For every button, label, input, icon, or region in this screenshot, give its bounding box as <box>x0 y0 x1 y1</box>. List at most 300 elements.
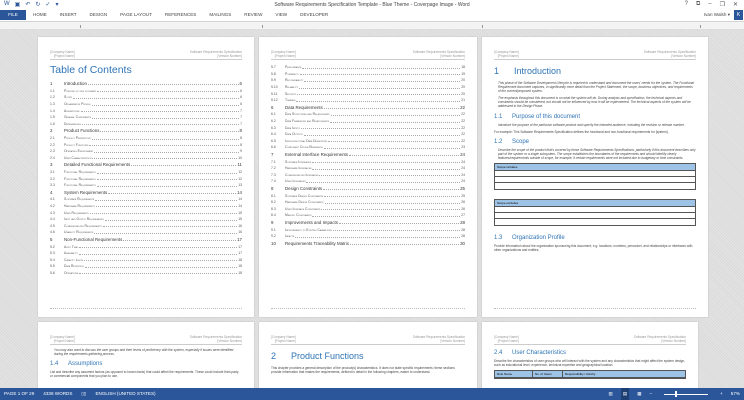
toc-title: Performance <box>285 65 302 70</box>
page-6 <box>482 322 698 388</box>
toc-number: 1.3 <box>50 102 55 107</box>
toc-leader <box>299 88 460 89</box>
toc-page-number: 24 <box>460 152 465 158</box>
toc-number: 8.3 <box>271 206 276 211</box>
redo-icon[interactable]: ↻ <box>35 2 41 8</box>
scope-includes-table <box>494 163 696 190</box>
toc-number: 7.3 <box>271 172 276 177</box>
toc-entry[interactable] <box>271 185 465 193</box>
heading-number: 1.2 <box>494 138 503 145</box>
company-name: [Company Name] <box>50 50 75 54</box>
toc-page-number: 18 <box>461 65 465 70</box>
toc-page-number: 17 <box>238 251 242 256</box>
toc-number: 2.4 <box>50 155 55 160</box>
toc-entry[interactable] <box>271 90 465 97</box>
toc-number: 4.6 <box>50 230 55 235</box>
table-header: Scope excludes <box>495 200 695 207</box>
toc-entry[interactable] <box>271 111 465 118</box>
toc-leader <box>92 158 237 159</box>
toc-page-number: 26 <box>461 206 465 211</box>
toc-entry[interactable] <box>271 84 465 91</box>
toc-page-number: 20 <box>461 85 465 90</box>
toc-page-number: 24 <box>461 179 465 184</box>
toc-number: 5.7 <box>271 65 276 70</box>
heading-text: Purpose of this document <box>512 113 581 120</box>
toc-title: Detailed Functional Requirements <box>64 162 131 168</box>
toc-leader <box>350 244 459 245</box>
company-name: [Company Name] <box>494 335 519 339</box>
tab-review[interactable]: REVIEW <box>244 12 263 17</box>
toc-page-number: 28 <box>460 219 465 225</box>
toc-leader <box>349 155 459 156</box>
file-tab[interactable]: FILE <box>0 10 26 20</box>
toc-entry[interactable] <box>50 107 242 114</box>
toc-title: Functional Requirements <box>64 170 96 175</box>
toc-number: 5.10 <box>271 85 278 90</box>
toc-leader <box>304 81 460 82</box>
toc-entry[interactable] <box>271 165 465 172</box>
toc-title: Capacity Limits <box>64 257 84 262</box>
toc-entry[interactable] <box>50 270 242 277</box>
toc-title: User Requirements <box>64 210 89 215</box>
toc-entry[interactable] <box>50 182 242 189</box>
heading-purpose <box>494 114 696 120</box>
document-area[interactable] <box>0 30 744 388</box>
toc-page-number: 7 <box>240 115 242 120</box>
toc-entry[interactable] <box>50 243 242 250</box>
toc-entry[interactable] <box>50 114 242 121</box>
paragraph: This phase of the Software Development Lifecycle is required to understand and document the users' needs for the system. The Functional Requirement document captures, in significantly more detail than the Project Statement, the scope, business objectives, and requirements of the current/proposed system. <box>498 81 695 94</box>
toc-entry[interactable] <box>50 88 242 95</box>
proofing-icon[interactable]: ▯▯ <box>81 391 87 396</box>
toc-number: 1.5 <box>50 115 55 120</box>
toc-entry[interactable] <box>50 256 242 263</box>
toc-entry[interactable] <box>271 71 465 78</box>
toc-leader <box>100 131 238 132</box>
toc-number: 1.2 <box>50 95 55 100</box>
zoom-level[interactable]: 57% <box>730 391 740 396</box>
toc-number: 4 <box>50 189 53 195</box>
toc-page-number: 14 <box>237 189 242 195</box>
toc-page-number: 11 <box>237 162 242 168</box>
table-of-contents-continued <box>271 64 465 247</box>
toc-entry[interactable] <box>271 192 465 199</box>
toc-page-number: 18 <box>238 270 242 275</box>
toc-number: 2.3 <box>50 149 55 154</box>
paragraph: List and describe any assumed factors (as opposed to known facts) that could affect the requirements. These could include third-party or commercial components that you plan to use, <box>50 370 239 379</box>
toc-leader <box>103 226 238 227</box>
heading-text: Introduction <box>514 66 562 76</box>
toc-leader <box>323 189 459 190</box>
toc-leader <box>81 108 242 113</box>
user-menu-caret-icon[interactable]: ▾ <box>727 12 730 17</box>
toc-leader <box>324 108 459 109</box>
toc-leader <box>73 98 239 99</box>
toc-number: 5.12 <box>271 98 278 103</box>
column-header: No. of Users <box>535 371 563 377</box>
toc-number: 4.1 <box>50 197 55 202</box>
toc-entry[interactable] <box>50 169 242 176</box>
toc-title: User Interfaces <box>285 179 306 184</box>
window-title: Software Requirements Specification Template - Blue Theme - Coverpage Image - Word <box>274 2 470 8</box>
document-name: Software Requirements Specification <box>412 50 465 54</box>
toc-leader <box>79 247 237 248</box>
toc-title: Product Functions <box>64 128 100 134</box>
toc-number: 5.6 <box>50 270 55 275</box>
toc-title: Recoverability <box>285 78 304 83</box>
toc-entry[interactable] <box>271 219 465 227</box>
toc-page-number: 18 <box>238 257 242 262</box>
toc-entry[interactable] <box>50 141 242 148</box>
toc-title: Memory Constraints <box>285 213 312 218</box>
toc-number: 6.4 <box>271 132 276 137</box>
toc-title: Functional Requirements <box>64 176 96 181</box>
toc-entry[interactable] <box>50 94 242 101</box>
page-footer <box>50 308 242 310</box>
toc-leader <box>97 91 239 92</box>
toc-page-number: 17 <box>237 236 242 242</box>
toc-entry[interactable] <box>50 222 242 229</box>
toc-entry[interactable] <box>50 229 242 236</box>
toc-leader <box>94 233 237 234</box>
company-name: [Company Name] <box>271 335 296 339</box>
toc-leader <box>123 240 236 241</box>
toc-entry[interactable] <box>271 158 465 165</box>
toc-leader <box>312 162 460 163</box>
toc-number: 8.4 <box>271 213 276 218</box>
toc-entry[interactable] <box>50 216 242 223</box>
toc-title: Purpose of this document <box>64 88 97 93</box>
tab-design[interactable]: DESIGN <box>89 12 108 17</box>
ribbon-tabs <box>0 10 744 22</box>
toc-page-number: 14 <box>238 203 242 208</box>
toc-entry[interactable] <box>50 80 242 88</box>
toc-title: Data Outputs <box>285 132 303 137</box>
page-footer <box>494 308 696 310</box>
toc-leader <box>321 209 460 210</box>
toc-leader <box>79 273 237 274</box>
toc-page-number: 24 <box>461 166 465 171</box>
toc-title: Training <box>285 98 296 103</box>
toc-page-number: 8 <box>239 128 242 134</box>
toc-leader <box>84 260 237 261</box>
user-characteristics-table <box>494 370 686 379</box>
toc-number: 5 <box>50 236 53 242</box>
ribbon-display-options-button[interactable]: ⧉ <box>695 1 701 7</box>
heading-number: 2 <box>271 351 277 361</box>
tab-home[interactable]: HOME <box>33 12 47 17</box>
heading-product-functions <box>271 351 465 361</box>
heading-text: Scope <box>512 138 530 145</box>
toc-page-number: 24 <box>461 159 465 164</box>
toc-page-number: 22 <box>461 132 465 137</box>
toc-page-number: 16 <box>238 230 242 235</box>
minimize-button[interactable]: – <box>708 1 712 7</box>
toc-title: User Characteristics <box>64 155 92 160</box>
read-mode-icon[interactable]: ▥ <box>608 391 613 396</box>
toc-title: Availability <box>64 251 78 256</box>
toc-entry[interactable] <box>50 250 242 257</box>
toc-number: 1 <box>50 81 53 87</box>
toc-title: Table of Contents <box>50 64 132 76</box>
toc-title: Dependencies <box>64 121 81 126</box>
toc-leader <box>97 186 238 187</box>
toc-entry[interactable] <box>50 175 242 182</box>
paragraph: For example: This Software Requirements Specification defines the functional and non-functional requirements for [system]. <box>494 129 669 134</box>
word-logo-icon: W <box>4 1 10 7</box>
heading-introduction <box>494 66 696 76</box>
toc-page-number: 8 <box>240 142 242 147</box>
version-number: [Version Number] <box>440 339 465 343</box>
toc-page-number: 22 <box>461 119 465 124</box>
toc-entry[interactable] <box>271 239 465 247</box>
toc-page-number: 15 <box>238 210 242 215</box>
help-button[interactable]: ? <box>684 1 688 7</box>
toc-page-number: 16 <box>238 223 242 228</box>
tab-view[interactable]: VIEW <box>275 12 288 17</box>
toc-title: Hardware Requirements <box>64 203 95 208</box>
toc-page-number: 22 <box>461 125 465 130</box>
paragraph: You may also want to discuss the user groups and their levels of proficiency with the system, especially if issues were identified during the requirements gathering process. <box>54 348 234 357</box>
project-name: [Project Name] <box>53 54 75 58</box>
toc-page-number: 6 <box>239 81 242 87</box>
maximize-button[interactable]: ❐ <box>719 2 725 8</box>
page-footer <box>271 308 465 310</box>
toc-entry[interactable] <box>50 203 242 210</box>
toc-page-number: 21 <box>461 98 465 103</box>
toc-title: Inter-functional Data Definitions <box>285 138 327 143</box>
toc-entry[interactable] <box>271 212 465 219</box>
company-name: [Company Name] <box>494 50 519 54</box>
toc-page-number: 24 <box>461 172 465 177</box>
avatar[interactable]: K <box>734 10 743 20</box>
toc-entry[interactable] <box>271 233 465 240</box>
document-name: Software Requirements Specification <box>412 335 465 339</box>
toc-number: 5.11 <box>271 91 278 96</box>
toc-page-number: 7 <box>240 121 242 126</box>
toc-number: 1.4 <box>50 108 55 113</box>
toc-leader <box>301 128 461 129</box>
toc-entry[interactable] <box>271 64 465 71</box>
toc-entry[interactable] <box>50 189 242 197</box>
toc-leader <box>105 220 237 221</box>
toc-number: 2 <box>50 128 53 134</box>
heading-organization-profile <box>494 235 696 241</box>
tab-developer[interactable]: DEVELOPER <box>300 12 329 17</box>
toc-number: 5.5 <box>50 264 55 269</box>
toc-entry[interactable] <box>271 144 465 151</box>
toc-title: Design Constraints <box>285 185 323 191</box>
toc-page-number: 28 <box>461 227 465 232</box>
toc-title: Product Functions <box>64 142 89 147</box>
toc-page-number: 20 <box>461 78 465 83</box>
company-name: [Company Name] <box>271 50 296 54</box>
toc-page-number: 26 <box>461 200 465 205</box>
toc-entry[interactable] <box>271 138 465 145</box>
paragraph: Describe the scope of the product that's covered by these Software Requirements Specifications, particularly if this document describes only part of the system or a single subsystem. The scope establishes the boundaries of the requirements and should identify clearly features/requirements outside of scope, for example, if certain requirements were not included due to budgetary or time constraints. <box>498 147 696 160</box>
page-header <box>50 50 242 60</box>
toc-entry[interactable] <box>50 155 242 162</box>
toc-page-number: 22 <box>461 138 465 143</box>
tab-insert[interactable]: INSERT <box>59 12 77 17</box>
toc-entry[interactable] <box>271 131 465 138</box>
ruler <box>0 22 744 30</box>
toc-leader <box>331 115 461 116</box>
toc-page-number: 25 <box>460 185 465 191</box>
toc-number: 7.2 <box>271 166 276 171</box>
column-header: Role Name <box>497 371 533 377</box>
page-header <box>494 50 696 60</box>
toc-leader <box>94 152 239 153</box>
heading-number: 1.4 <box>50 361 59 368</box>
toc-number: 1.1 <box>50 88 55 93</box>
version-number: [Version Number] <box>217 339 242 343</box>
toc-entry[interactable] <box>271 151 465 159</box>
tab-mailings[interactable]: MAILINGS <box>209 12 232 17</box>
heading-number: 1.3 <box>494 235 503 242</box>
print-layout-icon[interactable]: ▤ <box>621 388 629 400</box>
toc-title: Organization Profile <box>64 102 91 107</box>
heading-user-characteristics <box>494 350 686 356</box>
spelling-icon[interactable]: ✓ <box>45 2 51 8</box>
toc-number: 9.1 <box>271 227 276 232</box>
toc-leader <box>312 169 460 170</box>
toc-entry[interactable] <box>271 172 465 179</box>
title-bar <box>0 0 744 10</box>
heading-text: Product Functions <box>291 351 364 361</box>
toc-entry[interactable] <box>50 135 242 142</box>
toc-entry[interactable] <box>271 118 465 125</box>
zoom-slider[interactable] <box>660 388 712 400</box>
toc-leader <box>302 68 460 69</box>
toc-number: 3.2 <box>50 176 55 181</box>
tab-references[interactable]: REFERENCES <box>164 12 197 17</box>
toc-page-number: 12 <box>238 170 242 175</box>
page-2 <box>259 37 477 317</box>
toc-leader <box>96 206 238 207</box>
toc-page-number: 22 <box>460 104 465 110</box>
paragraph: The emphasis throughout this document is on what the system will do. During analysis and specification, the technical aspects and constraints should be considered, but should not be influenced by how it will be implemented. The technical aspects of the system will be addressed in the Design Phase. <box>498 96 691 109</box>
project-name: [Project Name] <box>497 339 519 343</box>
page-header <box>494 335 686 345</box>
page-count[interactable]: PAGE 1 OF 29 <box>4 391 35 396</box>
toc-number: 5.4 <box>50 257 55 262</box>
paragraph: Describe the characteristics of user groups who will interact with the system and any characteristics that might affect the system design, such as educational level, experience, technical expertise and geographical location. <box>494 359 686 368</box>
close-button[interactable]: ✕ <box>732 2 738 8</box>
toc-leader <box>333 230 460 231</box>
toc-entry[interactable] <box>50 196 242 203</box>
toc-leader <box>330 122 460 123</box>
toc-entry[interactable] <box>271 205 465 212</box>
page-5 <box>259 322 477 388</box>
toc-title: User Interface Constraints <box>285 206 321 211</box>
toc-number: 8.1 <box>271 193 276 198</box>
toc-leader <box>131 165 236 166</box>
zoom-in-button[interactable]: + <box>720 391 723 396</box>
zoom-out-button[interactable]: – <box>649 391 653 396</box>
toc-title: Portability <box>285 71 299 76</box>
paragraph: Provide information about the organization sponsoring this document, e.g. locations, numbers, personnel, and relationships or interfaces with other organizations and entities. <box>494 244 693 253</box>
toc-entry[interactable] <box>50 121 242 128</box>
toc-title: General Constraints <box>64 115 91 120</box>
word-count[interactable]: 4336 WORDS <box>43 391 73 396</box>
toc-entry[interactable] <box>271 124 465 131</box>
toc-title: Security <box>285 91 297 96</box>
toc-title: Input and Output Requirements <box>64 217 104 222</box>
toc-leader <box>297 94 460 95</box>
toc-number: 2.2 <box>50 142 55 147</box>
toc-page-number: 8 <box>240 136 242 141</box>
heading-text: User Characteristics <box>512 350 567 356</box>
toc-entry[interactable] <box>271 97 465 104</box>
toc-page-number: 18 <box>238 264 242 269</box>
save-icon[interactable]: ▣ <box>14 2 21 8</box>
toc-page-number: 17 <box>238 244 242 249</box>
paragraph: This chapter provides a general description of the product(s) characteristics. It does not state specific requirements; these sections provide information that makes the requirements, defined in detail in the following chapters, easier to understand. <box>271 366 455 375</box>
toc-page-number: 15 <box>238 217 242 222</box>
toc-number: 4.2 <box>50 203 55 208</box>
toc-page-number: 22 <box>461 112 465 117</box>
toc-title: Hardware Design Constraints <box>285 200 324 205</box>
toc-number: 7.1 <box>271 159 276 164</box>
toc-title: Software Design Constraints <box>285 193 324 198</box>
toc-title: Hardware Interfaces <box>285 166 312 171</box>
toc-page-number: 10 <box>238 155 242 160</box>
toc-title: Usability Requirements <box>64 230 94 235</box>
toc-number: 9.2 <box>271 234 276 239</box>
heading-text: Organization Profile <box>512 235 565 242</box>
toc-entry[interactable] <box>50 127 242 135</box>
toc-number: 5.2 <box>50 244 55 249</box>
tab-page-layout[interactable]: PAGE LAYOUT <box>120 12 152 17</box>
toc-entry[interactable] <box>271 178 465 185</box>
toc-leader <box>312 216 460 217</box>
toc-entry[interactable] <box>50 101 242 108</box>
language[interactable]: ENGLISH (UNITED STATES) <box>95 391 156 396</box>
toc-number: 4.3 <box>50 210 55 215</box>
toc-leader <box>90 213 238 214</box>
undo-icon[interactable]: ↶ <box>25 2 31 8</box>
toc-title: Communications Requirements <box>64 223 102 228</box>
project-name: [Project Name] <box>274 339 296 343</box>
toc-entry[interactable] <box>50 236 242 244</box>
toc-leader <box>319 175 460 176</box>
toc-number: 9 <box>271 219 274 225</box>
customize-quick-access-icon[interactable]: ▾ <box>55 2 59 8</box>
project-name: [Project Name] <box>53 339 75 343</box>
toc-entry[interactable] <box>50 161 242 169</box>
toc-title: Software Requirements <box>64 197 95 202</box>
heading-scope <box>494 139 696 145</box>
toc-entry[interactable] <box>50 209 242 216</box>
toc-entry[interactable] <box>50 148 242 155</box>
toc-entry[interactable] <box>271 77 465 84</box>
user-name[interactable]: Ivan Walsh <box>703 12 727 17</box>
toc-entry[interactable] <box>271 226 465 233</box>
toc-entry[interactable] <box>50 263 242 270</box>
web-layout-icon[interactable]: ▦ <box>637 391 642 396</box>
toc-leader <box>324 148 461 149</box>
table-header: Scope includes <box>495 164 695 171</box>
toc-entry[interactable] <box>271 199 465 206</box>
paragraph: Introduce the purpose of the particular software product and specify the intended audience, including the revision or release number. <box>498 122 685 127</box>
toc-title: Data Requirements <box>285 104 323 110</box>
toc-title: Requirements Traceability Matrix <box>285 240 349 246</box>
toc-entry[interactable] <box>271 104 465 112</box>
toc-number: 7 <box>271 152 274 158</box>
toc-number: 1.6 <box>50 121 55 126</box>
column-header: Responsibility / Activity <box>565 372 596 377</box>
